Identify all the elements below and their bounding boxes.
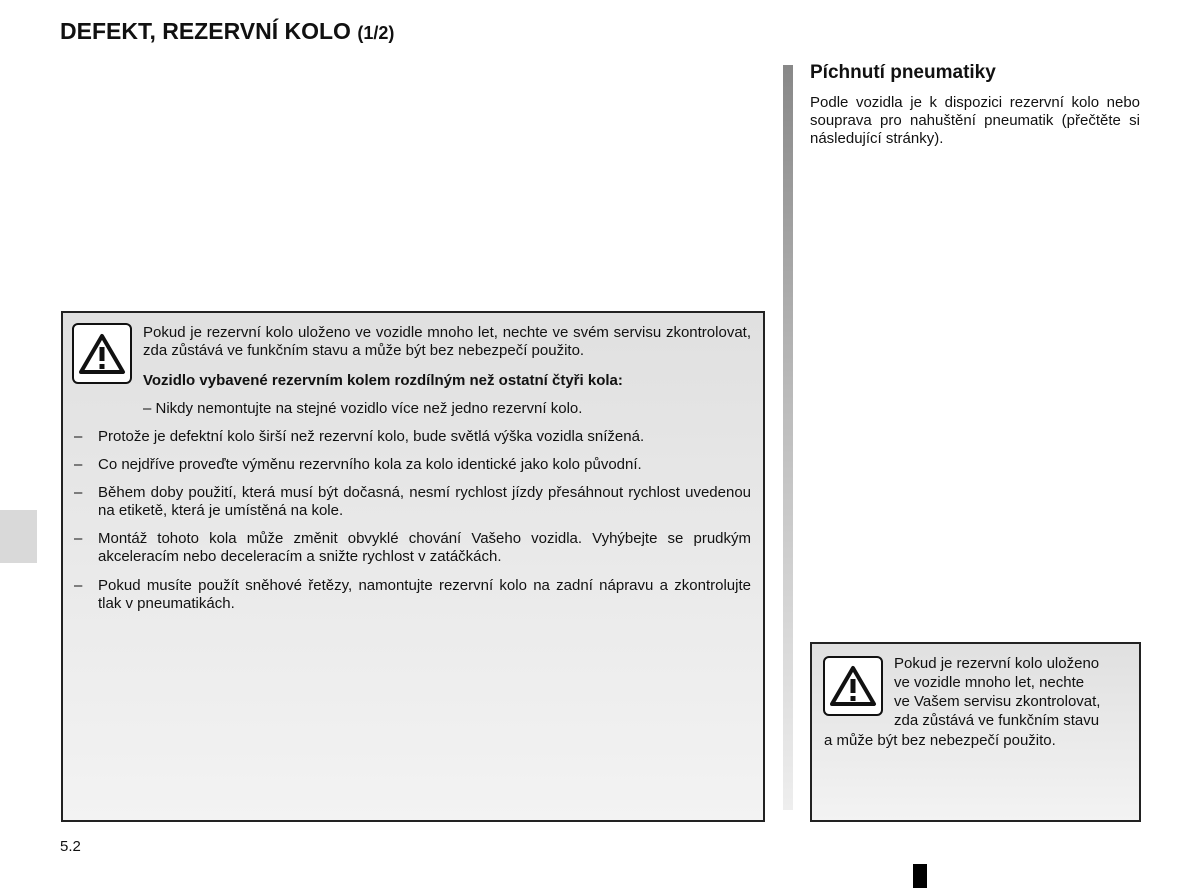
side-warning-line: zda zůstává ve funkčním stavu: [894, 712, 1100, 729]
warning-box-side: [810, 642, 1141, 822]
list-dash: –: [74, 577, 83, 594]
side-warning-line: Pokud je rezervní kolo uloženo: [894, 655, 1100, 672]
list-item-text: Pokud musíte použít sněhové řetězy, namontujte rezervní kolo na zadní nápravu a zkontrolujte tlak v pneumatikách.: [98, 577, 751, 612]
list-item-text: Co nejdříve proveďte výměnu rezervního kola za kolo identické jako kolo původní.: [98, 456, 642, 473]
side-warning-line: ve Vašem servisu zkontrolovat,: [894, 693, 1101, 710]
page-title: [60, 18, 394, 45]
list-item-text: Během doby použití, která musí být dočasná, nesmí rychlost jízdy přesáhnout rychlost uvedenou na etiketě, která je umístěná na kole.: [98, 484, 751, 519]
list-dash: –: [74, 456, 83, 473]
side-warning-line: a může být bez nebezpečí použito.: [824, 732, 1056, 749]
page-title-part: (1/2): [357, 23, 395, 43]
warning-bold-line: Vozidlo vybavené rezervním kolem rozdílným než ostatní čtyři kola:: [143, 372, 623, 389]
page-edge-marker: [913, 864, 927, 888]
warning-box-main: [61, 311, 765, 822]
list-dash: –: [74, 484, 83, 501]
list-dash: –: [74, 530, 83, 547]
section-body: Podle vozidla je k dispozici rezervní kolo nebo souprava pro nahuštění pneumatik (přečtěte si následující stránky).: [810, 94, 1140, 147]
warning-intro: Pokud je rezervní kolo uloženo ve vozidle mnoho let, nechte ve svém servisu zkontrolovat, zda zůstává ve funkčním stavu a může být bez nebezpečí použito.: [143, 324, 751, 359]
chapter-tab: [0, 510, 37, 563]
side-warning-line: ve vozidle mnoho let, nechte: [894, 674, 1085, 691]
warning-triangle-icon: [72, 323, 132, 384]
page-number: 5.2: [60, 838, 81, 855]
page-title-text: DEFEKT, REZERVNÍ KOLO: [60, 18, 351, 44]
warning-triangle-icon: [823, 656, 883, 716]
column-divider: [783, 65, 793, 810]
list-item-text: Protože je defektní kolo širší než rezervní kolo, bude světlá výška vozidla snížená.: [98, 428, 645, 445]
list-item-text: Montáž tohoto kola může změnit obvyklé chování Vašeho vozidla. Vyhýbejte se prudkým akceleracím nebo deceleracím a snižte rychlost v zatáčkách.: [98, 530, 751, 565]
list-dash: –: [74, 428, 83, 445]
warning-sub-item: – Nikdy nemontujte na stejné vozidlo více než jedno rezervní kolo.: [143, 400, 583, 417]
section-heading: Píchnutí pneumatiky: [810, 62, 996, 83]
